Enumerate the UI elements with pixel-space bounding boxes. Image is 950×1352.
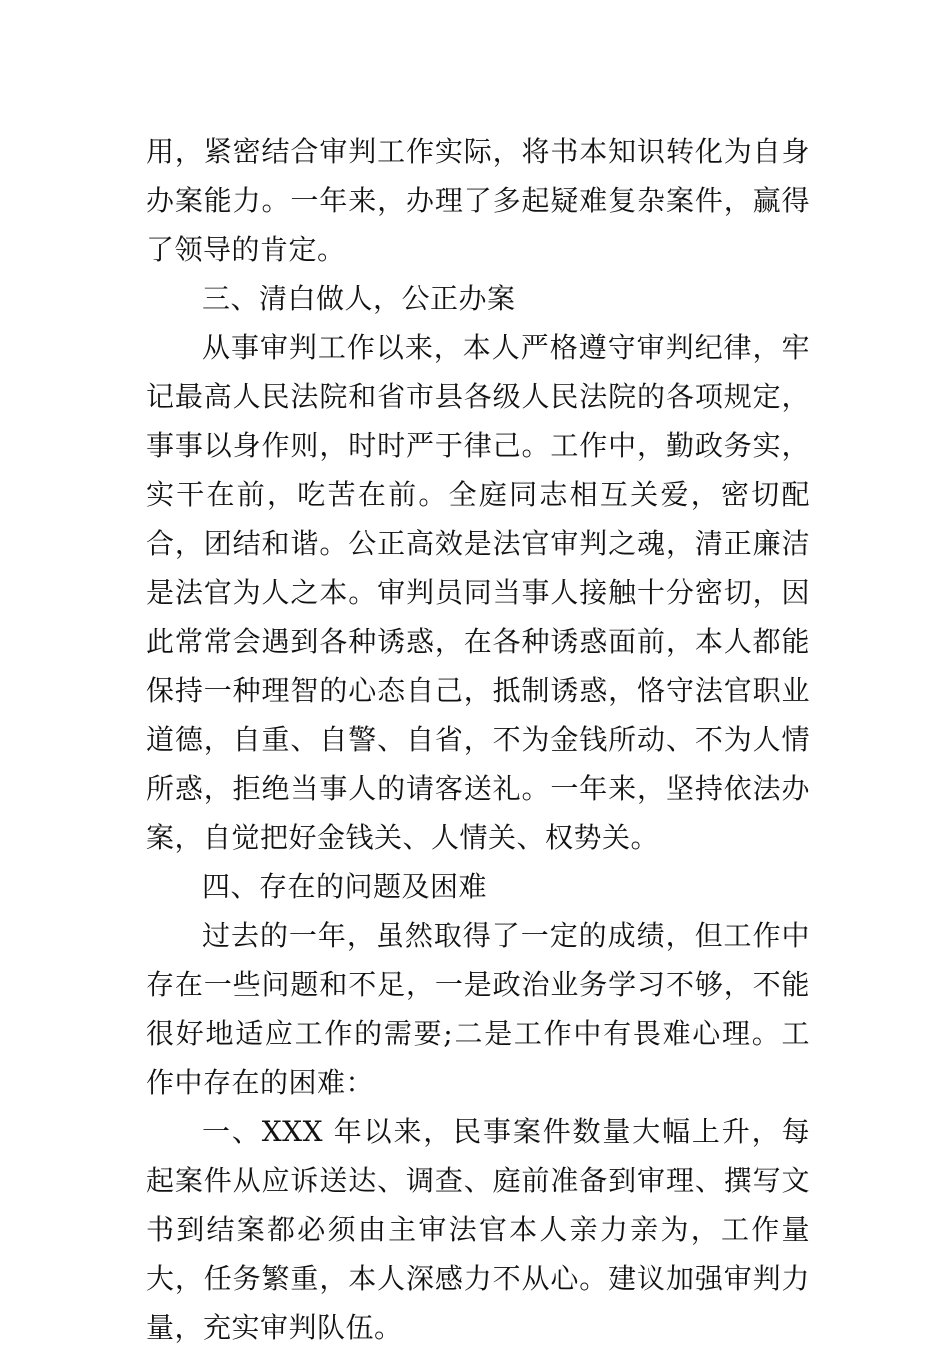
section-heading-4: 四、存在的问题及困难 — [202, 870, 488, 903]
section-heading-3: 三、清白做人，公正办案 — [202, 282, 516, 315]
paragraph-difficulties: 一、XXX 年以来，民事案件数量大幅上升，每起案件从应诉送达、调查、庭前准备到审理、撰写文书到结案都必须由主审法官本人亲力亲为，工作量大，任务繁重，本人深感力不从心。建议加强审判力量，充实审判队伍。 — [146, 1115, 810, 1344]
paragraph-integrity: 从事审判工作以来，本人严格遵守审判纪律，牢记最高人民法院和省市县各级人民法院的各项规定，事事以身作则，时时严于律己。工作中，勤政务实，实干在前，吃苦在前。全庭同志相互关爱，密切配合，团结和谐。公正高效是法官审判之魂，清正廉洁是法官为人之本。审判员同当事人接触十分密切，因此常常会遇到各种诱惑，在各种诱惑面前，本人都能保持一种理智的心态自己，抵制诱惑，恪守法官职业道德，自重、自警、自省，不为金钱所动、不为人情所惑，拒绝当事人的请客送礼。一年来，坚持依法办案，自觉把好金钱关、人情关、权势关。 — [146, 331, 810, 854]
paragraph-continued: 用，紧密结合审判工作实际，将书本知识转化为自身办案能力。一年来，办理了多起疑难复杂案件，赢得了领导的肯定。 — [146, 135, 810, 266]
paragraph-problems: 过去的一年，虽然取得了一定的成绩，但工作中存在一些问题和不足，一是政治业务学习不够，不能很好地适应工作的需要;二是工作中有畏难心理。工作中存在的困难： — [146, 919, 810, 1099]
document-body — [146, 127, 810, 1352]
